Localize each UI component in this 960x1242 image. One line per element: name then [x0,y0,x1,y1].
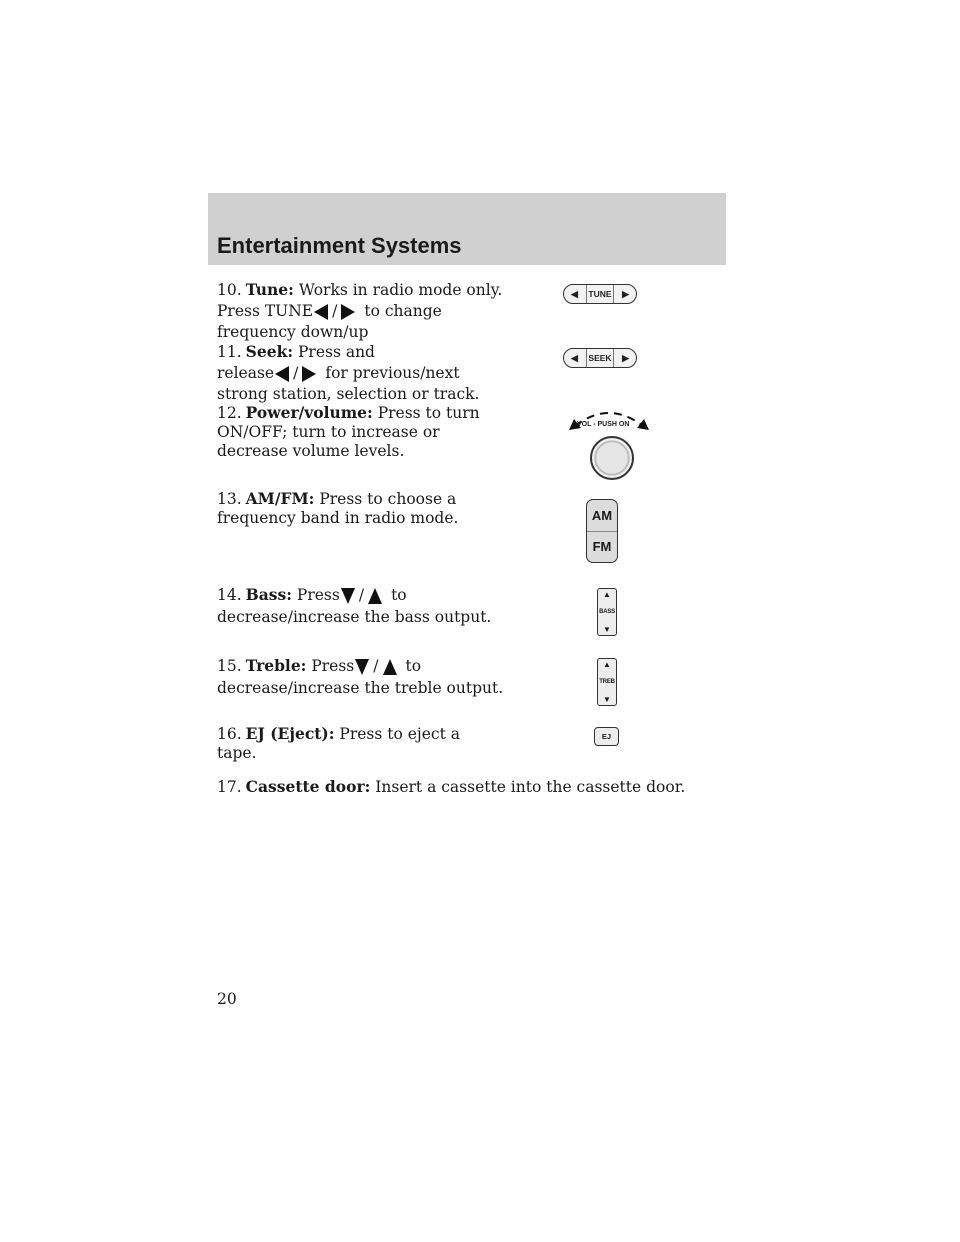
arrow-down-icon: ▼ [603,695,611,704]
page-number: 20 [217,990,237,1008]
triangle-up-icon [368,588,382,604]
item-text: to change [364,302,442,320]
item-treble [217,656,504,698]
item-label: Treble: [245,656,307,675]
item-text: for previous/next [325,364,460,382]
triangle-right-icon: ▶ [622,352,629,363]
arrow-down-icon: ▼ [603,625,611,634]
tune-button-illustration [563,284,637,304]
item-text: Press [296,586,340,604]
seek-button-illustration [563,348,637,368]
item-text: Press [311,657,355,675]
item-label: AM/FM: [245,489,315,508]
item-text: tape. [217,744,257,762]
item-power-volume [217,403,487,461]
item-text: Insert a cassette into the cassette door. [375,778,686,796]
item-text: decrease/increase the bass output. [217,608,492,626]
item-number: 16. [217,725,242,743]
triangle-left-icon: ◀ [571,288,578,299]
item-text: ON/OFF; turn to increase or [217,423,440,441]
triangle-right-icon: ▶ [622,288,629,299]
item-text: release [217,364,275,382]
triangle-down-icon [355,659,369,675]
item-text: Press to choose a [319,490,457,508]
item-label: Power/volume: [245,403,373,422]
item-text: frequency down/up [217,323,369,341]
item-text: Press to turn [377,404,480,422]
item-text: frequency band in radio mode. [217,509,459,527]
triangle-down-icon [341,588,355,604]
triangle-right-icon [302,366,316,382]
item-text: to [405,657,422,675]
item-text: decrease volume levels. [217,442,405,460]
item-bass [217,585,492,627]
triangle-up-icon [383,659,397,675]
arrow-up-icon: ▲ [603,660,611,669]
slash: / [358,586,365,604]
bass-button-illustration [597,588,617,636]
triangle-left-icon [314,304,328,320]
item-text: strong station, selection or track. [217,385,480,403]
section-title: Entertainment Systems [217,233,462,258]
volume-knob-label: VOL - PUSH ON [577,421,630,428]
arrow-up-icon: ▲ [603,590,611,599]
fm-label: FM [592,539,612,554]
treble-button-illustration [597,658,617,706]
item-cassette-door [217,777,717,797]
item-number: 14. [217,586,242,604]
item-text: Press TUNE [217,302,314,320]
item-number: 15. [217,657,242,675]
item-text: Press to eject a [339,725,460,743]
item-label: Seek: [245,342,294,361]
triangle-left-icon: ◀ [571,352,578,363]
item-label: Cassette door: [245,777,371,796]
item-eject [217,724,487,763]
am-fm-button-illustration [586,499,618,563]
slash: / [373,657,379,675]
item-number: 13. [217,490,242,508]
item-seek [217,342,487,404]
item-am-fm [217,489,487,528]
item-text: Works in radio mode only. [298,281,503,299]
item-number: 11. [217,343,242,361]
treble-button-label: TREB [599,679,615,685]
item-tune [217,280,503,342]
slash: / [293,364,299,382]
seek-button-label: SEEK [586,349,614,367]
item-label: EJ (Eject): [245,724,335,743]
tune-button-label: TUNE [586,285,614,303]
triangle-left-icon [275,366,289,382]
slash: / [332,302,338,320]
item-label: Tune: [245,280,294,299]
item-number: 12. [217,404,242,422]
am-label: AM [587,500,617,532]
item-number: 10. [217,281,242,299]
bass-button-label: BASS [599,609,615,615]
eject-button-illustration: EJ [594,727,619,746]
item-number: 17. [217,778,242,796]
item-text: to [391,586,407,604]
triangle-right-icon [341,304,355,320]
item-text: decrease/increase the treble output. [217,679,504,697]
item-label: Bass: [245,585,292,604]
item-text: Press and [297,343,375,361]
volume-knob-illustration [590,436,634,480]
